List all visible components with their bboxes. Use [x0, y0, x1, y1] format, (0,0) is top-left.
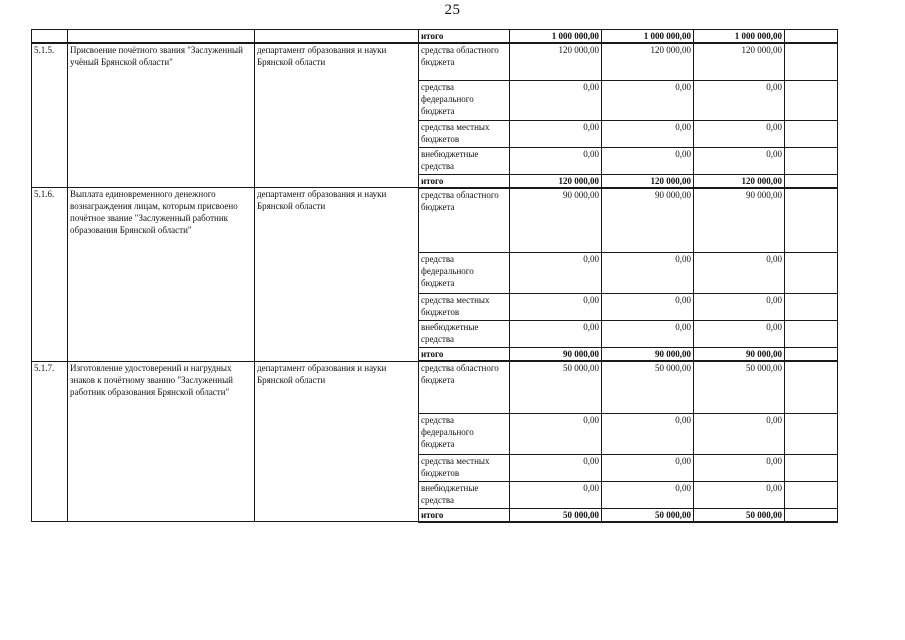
value-cell: 0,00: [694, 147, 785, 174]
value-cell: 50 000,00: [510, 361, 602, 413]
value-cell: 90 000,00: [694, 348, 785, 362]
value-cell: 0,00: [694, 120, 785, 147]
value-cell: 120 000,00: [694, 174, 785, 188]
code-cell: 5.1.7.: [32, 361, 68, 522]
value-cell: 0,00: [510, 294, 602, 321]
measure-name-cell: Изготовление удостоверений и нагрудных знаков к почётному званию "Заслуженный работник образования Брянской области": [68, 361, 255, 522]
value-cell: 0,00: [694, 253, 785, 294]
page-number: 25: [444, 2, 461, 18]
value-cell: 0,00: [694, 294, 785, 321]
value-cell: 50 000,00: [602, 361, 694, 413]
value-cell: 120 000,00: [694, 43, 785, 80]
executor-cell: департамент образования и науки Брянской области: [255, 43, 419, 188]
empty-cell: [785, 147, 838, 174]
value-cell: 0,00: [510, 481, 602, 508]
value-cell: 90 000,00: [602, 188, 694, 253]
value-cell: 0,00: [602, 120, 694, 147]
value-cell: 0,00: [510, 454, 602, 481]
value-cell: 50 000,00: [602, 508, 694, 522]
empty-cell: [785, 348, 838, 362]
value-cell: 0,00: [694, 413, 785, 454]
source-cell: средства областного бюджета: [419, 43, 510, 80]
value-cell: 0,00: [602, 80, 694, 120]
source-cell: средства местных бюджетов: [419, 294, 510, 321]
code-cell: 5.1.5.: [32, 43, 68, 188]
value-cell: 90 000,00: [510, 348, 602, 362]
executor-cell: департамент образования и науки Брянской области: [255, 188, 419, 362]
value-cell: 120 000,00: [510, 174, 602, 188]
source-cell: итого: [419, 174, 510, 188]
value-cell: 0,00: [510, 147, 602, 174]
empty-cell: [255, 30, 419, 44]
value-cell: 120 000,00: [602, 43, 694, 80]
empty-cell: [785, 120, 838, 147]
value-cell: 90 000,00: [694, 188, 785, 253]
value-cell: 0,00: [694, 481, 785, 508]
value-cell: 0,00: [602, 321, 694, 348]
source-cell: внебюджетные средства: [419, 481, 510, 508]
code-cell: 5.1.6.: [32, 188, 68, 362]
value-cell: 0,00: [602, 147, 694, 174]
source-cell: средства местных бюджетов: [419, 120, 510, 147]
source-cell: итого: [419, 348, 510, 362]
source-cell: внебюджетные средства: [419, 147, 510, 174]
value-cell: 0,00: [510, 80, 602, 120]
source-cell: средства областного бюджета: [419, 361, 510, 413]
value-cell: 0,00: [602, 253, 694, 294]
source-cell: итого: [419, 30, 510, 44]
value-cell: 0,00: [694, 454, 785, 481]
value-cell: 0,00: [602, 481, 694, 508]
empty-cell: [785, 80, 838, 120]
source-cell: средства местных бюджетов: [419, 454, 510, 481]
table-row: [32, 361, 838, 413]
source-cell: внебюджетные средства: [419, 321, 510, 348]
empty-cell: [785, 454, 838, 481]
empty-cell: [785, 361, 838, 413]
empty-cell: [785, 481, 838, 508]
table-row: [32, 188, 838, 253]
value-cell: 0,00: [602, 413, 694, 454]
table-body: [32, 30, 838, 522]
value-cell: 0,00: [694, 321, 785, 348]
value-cell: 120 000,00: [510, 43, 602, 80]
measure-name-cell: Выплата единовременного денежного вознаграждения лицам, которым присвоено почётное звание "Заслуженный работник образования Брянской области": [68, 188, 255, 362]
empty-cell: [785, 30, 838, 44]
empty-cell: [785, 508, 838, 522]
value-cell: 1 000 000,00: [602, 30, 694, 44]
value-cell: 50 000,00: [694, 508, 785, 522]
value-cell: 0,00: [510, 413, 602, 454]
measure-name-cell: Присвоение почётного звания "Заслуженный учёный Брянской области": [68, 43, 255, 188]
value-cell: 50 000,00: [510, 508, 602, 522]
value-cell: 0,00: [510, 120, 602, 147]
source-cell: средства федерального бюджета: [419, 253, 510, 294]
empty-cell: [785, 413, 838, 454]
empty-cell: [68, 30, 255, 44]
budget-table: [31, 29, 838, 523]
empty-cell: [785, 321, 838, 348]
source-cell: средства федерального бюджета: [419, 80, 510, 120]
empty-cell: [785, 253, 838, 294]
empty-cell: [785, 294, 838, 321]
value-cell: 90 000,00: [602, 348, 694, 362]
source-cell: средства областного бюджета: [419, 188, 510, 253]
value-cell: 1 000 000,00: [694, 30, 785, 44]
table-row-top-total: [32, 30, 838, 44]
value-cell: 0,00: [602, 294, 694, 321]
empty-cell: [785, 43, 838, 80]
value-cell: 120 000,00: [602, 174, 694, 188]
value-cell: 1 000 000,00: [510, 30, 602, 44]
value-cell: 0,00: [510, 253, 602, 294]
value-cell: 50 000,00: [694, 361, 785, 413]
empty-cell: [785, 188, 838, 253]
value-cell: 90 000,00: [510, 188, 602, 253]
source-cell: итого: [419, 508, 510, 522]
empty-cell: [785, 174, 838, 188]
value-cell: 0,00: [510, 321, 602, 348]
executor-cell: департамент образования и науки Брянской области: [255, 361, 419, 522]
source-cell: средства федерального бюджета: [419, 413, 510, 454]
empty-cell: [32, 30, 68, 44]
table-row: [32, 43, 838, 80]
value-cell: 0,00: [602, 454, 694, 481]
value-cell: 0,00: [694, 80, 785, 120]
